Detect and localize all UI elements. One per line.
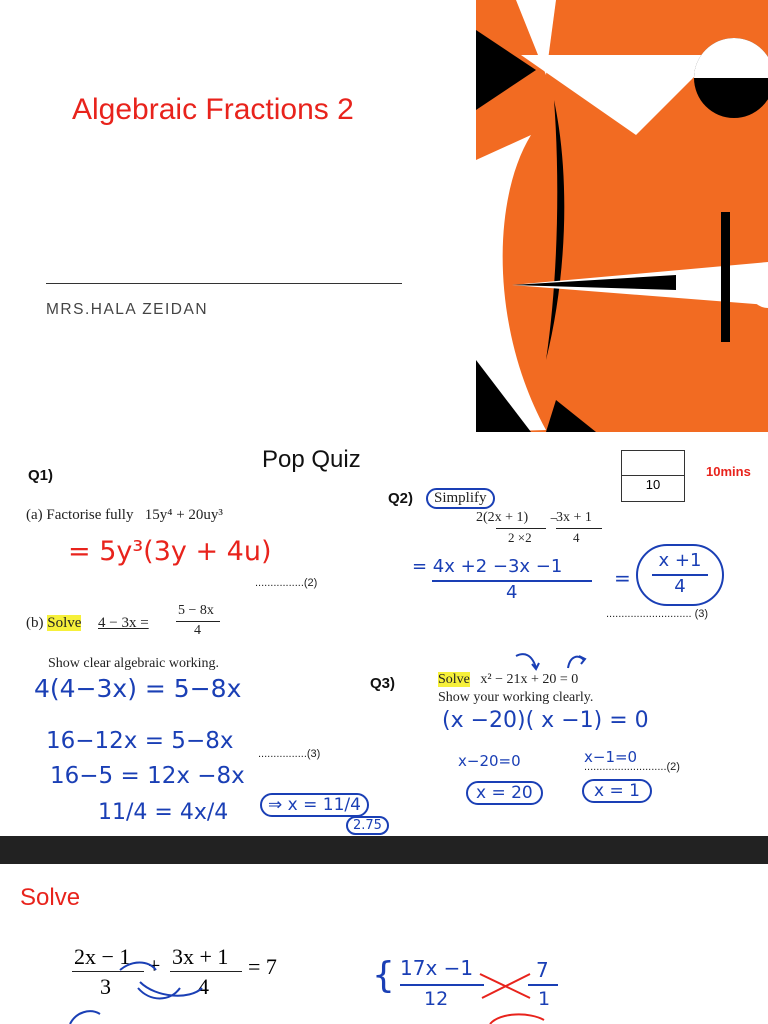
q1a-handwritten-answer: = 5y³(3y + 4u) xyxy=(68,536,272,567)
q1-label: Q1) xyxy=(28,467,54,484)
author-name: MRS.HALA ZEIDAN xyxy=(46,301,209,318)
q1a-question: (a) Factorise fully 15y⁴ + 20uy³ xyxy=(26,507,223,523)
q2-minus-sign: − xyxy=(550,512,558,527)
solve-working-numerator: 17x −1 xyxy=(400,956,474,980)
q1a-marks: ................(2) xyxy=(255,577,318,589)
score-box xyxy=(621,450,685,502)
solve-red-cross-mark xyxy=(470,960,550,1024)
q2-equals: = xyxy=(614,566,631,590)
q2-answer-circle xyxy=(636,544,724,606)
solve-working-denominator: 12 xyxy=(424,988,449,1010)
q2-label: Q2) xyxy=(388,490,414,507)
solve-frac1-denominator: 3 xyxy=(100,974,111,999)
q2-working-denominator: 4 xyxy=(506,582,518,603)
solve-working-rhs-numerator: 7 xyxy=(536,958,549,982)
slide-separator-band xyxy=(0,836,768,864)
q1b-marks: ................(3) xyxy=(258,748,321,760)
q2-marks: ............................ (3) xyxy=(606,608,709,620)
q2-answer-numerator: x +1 xyxy=(658,550,702,571)
q2-working-numerator: = 4x +2 −3x −1 xyxy=(412,556,563,577)
q1b-working-line-3: 16−5 = 12x −8x xyxy=(50,763,245,789)
q2-frac2-numerator: 3x + 1 xyxy=(556,510,592,525)
q2-frac1-denominator: 2 ×2 xyxy=(508,530,532,545)
quiz-title: Pop Quiz xyxy=(262,446,361,473)
q1b-instruction: Show clear algebraic working. xyxy=(48,656,220,671)
q1b-question-prefix: (b) Solve xyxy=(26,615,82,631)
slide-title: Algebraic Fractions 2 xyxy=(72,93,354,126)
title-divider xyxy=(46,283,402,284)
q2-frac1-bar xyxy=(496,528,546,529)
solve-brace: { xyxy=(372,955,395,996)
q3-question: Solve x² − 21x + 20 = 0 xyxy=(438,672,579,687)
q1b-final-answer: ⇒ x = 11/4 xyxy=(260,793,369,817)
q2-frac2-denominator: 4 xyxy=(573,530,580,545)
solve-frac2-denominator: 4 xyxy=(198,974,209,999)
q3-step-2: x−1=0 xyxy=(584,748,638,766)
solve-plus-sign: + xyxy=(148,953,161,978)
solve-cross-arrows xyxy=(60,958,230,1024)
q3-label: Q3) xyxy=(370,675,396,692)
q3-annotation-arrows xyxy=(512,650,592,674)
q3-marks: ...........................(2) xyxy=(584,761,680,773)
time-limit-label: 10mins xyxy=(706,464,751,479)
q2-instruction: Simplify xyxy=(426,488,495,509)
q3-instruction: Show your working clearly. xyxy=(438,690,594,705)
q2-frac2-bar xyxy=(556,528,602,529)
solve-slide-title: Solve xyxy=(20,884,81,911)
solve-frac2-numerator: 3x + 1 xyxy=(172,944,229,969)
q3-root-2: x = 1 xyxy=(582,779,652,803)
q1b-fraction-bar xyxy=(176,621,220,622)
q1b-working-line-2: 16−12x = 5−8x xyxy=(46,728,234,754)
q1b-working-line-1: 4(4−3x) = 5−8x xyxy=(34,674,242,703)
q1b-working-line-4: 11/4 = 4x/4 xyxy=(98,800,229,825)
solve-rhs: = 7 xyxy=(248,954,277,979)
q1b-lhs: 4 − 3x = xyxy=(98,615,149,631)
solve-working-rhs-denominator: 1 xyxy=(538,988,551,1010)
abstract-art-image xyxy=(476,0,768,432)
q2-frac1-numerator: 2(2x + 1) xyxy=(476,510,529,525)
q1b-rhs-denominator: 4 xyxy=(194,623,201,638)
q3-root-1: x = 20 xyxy=(466,781,543,805)
solve-frac1-numerator: 2x − 1 xyxy=(74,944,131,969)
q2-answer-denominator: 4 xyxy=(674,576,686,597)
q3-factored: (x −20)( x −1) = 0 xyxy=(442,708,649,733)
q3-step-1: x−20=0 xyxy=(458,752,521,770)
q1b-rhs-numerator: 5 − 8x xyxy=(178,603,214,618)
q1b-decimal-answer: 2.75 xyxy=(346,816,389,835)
score-box-total: 10 xyxy=(645,477,661,492)
